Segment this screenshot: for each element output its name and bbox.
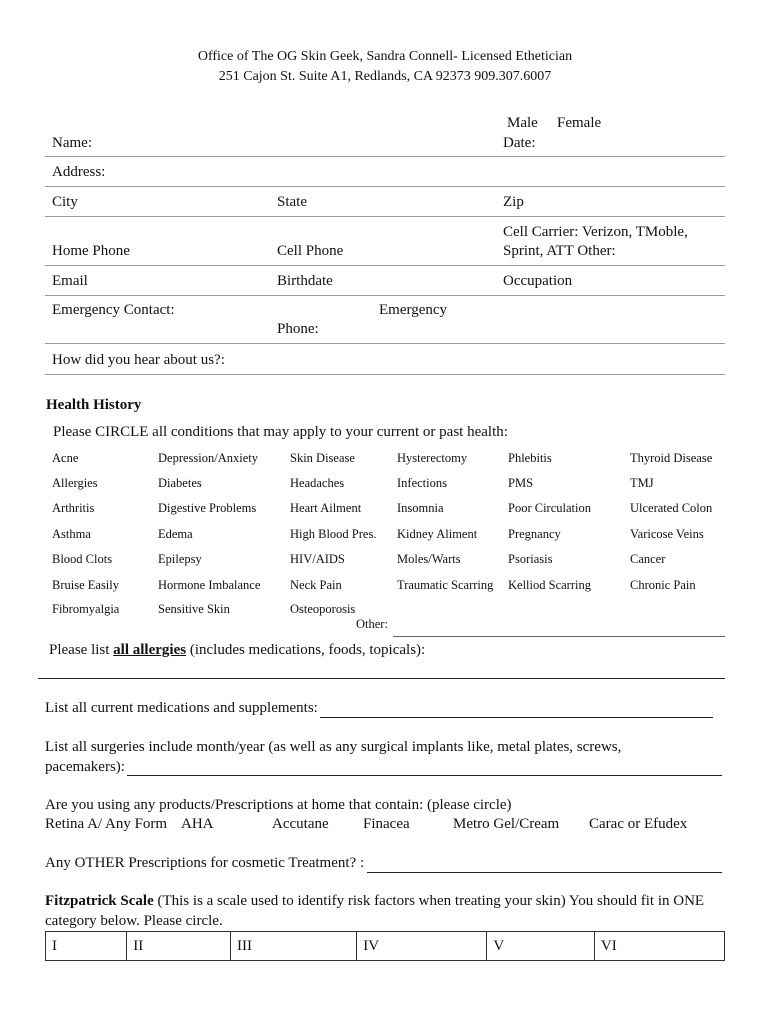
cell-carrier-label-1: Cell Carrier: Verizon, TMoble, xyxy=(503,224,688,240)
condition-option[interactable]: Hormone Imbalance xyxy=(158,578,261,592)
office-address: 251 Cajon St. Suite A1, Redlands, CA 92373 909.307.6007 xyxy=(218,69,552,84)
health-instruction: Please CIRCLE all conditions that may apply to your current or past health: xyxy=(53,424,508,440)
surgeries-line[interactable] xyxy=(127,775,722,776)
condition-option[interactable]: Osteoporosis xyxy=(290,602,356,616)
condition-option[interactable]: Kidney Aliment xyxy=(397,527,478,541)
condition-option[interactable]: Arthritis xyxy=(52,501,95,515)
male-option[interactable]: Male xyxy=(507,115,538,131)
condition-option[interactable]: Bruise Easily xyxy=(52,578,120,592)
condition-option[interactable]: Edema xyxy=(158,527,193,541)
field-divider xyxy=(45,374,725,375)
allergies-question: Please list all allergies (includes medications, foods, topicals): xyxy=(49,642,426,658)
home-phone-label: Home Phone xyxy=(52,243,130,259)
condition-option[interactable]: High Blood Pres. xyxy=(290,527,377,541)
condition-option[interactable]: Moles/Warts xyxy=(397,552,461,566)
fitzpatrick-type-6[interactable]: VI xyxy=(594,932,724,961)
condition-option[interactable]: Phlebitis xyxy=(508,451,552,465)
condition-option[interactable]: Ulcerated Colon xyxy=(630,501,713,515)
other-condition-line[interactable] xyxy=(393,636,725,637)
state-label: State xyxy=(277,194,307,210)
condition-option[interactable]: Diabetes xyxy=(158,476,202,490)
name-label: Name: xyxy=(52,135,92,151)
product-accutane[interactable]: Accutane xyxy=(272,816,329,832)
emergency-contact-label: Emergency Contact: xyxy=(52,302,175,318)
condition-option[interactable]: Skin Disease xyxy=(290,451,355,465)
condition-option[interactable]: Hysterectomy xyxy=(397,451,468,465)
occupation-label: Occupation xyxy=(503,273,573,289)
surgeries-label-1: List all surgeries include month/year (as well as any surgical implants like, metal plates, screws, xyxy=(45,739,622,755)
birthdate-label: Birthdate xyxy=(277,273,333,289)
field-divider xyxy=(45,265,725,266)
condition-option[interactable]: PMS xyxy=(508,476,534,490)
emergency-phone-label: Phone: xyxy=(277,321,319,337)
condition-option[interactable]: Asthma xyxy=(52,527,91,541)
condition-option[interactable]: Traumatic Scarring xyxy=(397,578,494,592)
condition-option[interactable]: Depression/Anxiety xyxy=(158,451,258,465)
condition-option[interactable]: Psoriasis xyxy=(508,552,553,566)
fitzpatrick-type-5[interactable]: V xyxy=(487,932,595,961)
city-label: City xyxy=(52,194,78,210)
other-rx-label: Any OTHER Prescriptions for cosmetic Treatment? : xyxy=(45,855,365,871)
fitzpatrick-type-4[interactable]: IV xyxy=(357,932,487,961)
condition-option[interactable]: Neck Pain xyxy=(290,578,342,592)
condition-option[interactable]: Heart Ailment xyxy=(290,501,362,515)
health-history-title: Health History xyxy=(46,397,142,413)
condition-option[interactable]: Sensitive Skin xyxy=(158,602,230,616)
condition-option[interactable]: Fibromyalgia xyxy=(52,602,120,616)
allergies-line[interactable] xyxy=(38,678,725,679)
fitzpatrick-type-1[interactable]: I xyxy=(46,932,127,961)
field-divider xyxy=(45,186,725,187)
medications-line[interactable] xyxy=(320,717,713,718)
condition-option[interactable]: Poor Circulation xyxy=(508,501,591,515)
products-question: Are you using any products/Prescriptions at home that contain: (please circle) xyxy=(45,797,512,813)
condition-option[interactable]: Infections xyxy=(397,476,447,490)
emergency-label: Emergency xyxy=(379,302,448,318)
condition-option[interactable]: Kelliod Scarring xyxy=(508,578,591,592)
address-label: Address: xyxy=(52,164,106,180)
condition-option[interactable]: TMJ xyxy=(630,476,654,490)
field-divider xyxy=(45,295,725,296)
female-option[interactable]: Female xyxy=(557,115,602,131)
condition-option[interactable]: Digestive Problems xyxy=(158,501,257,515)
condition-option[interactable]: Acne xyxy=(52,451,79,465)
email-label: Email xyxy=(52,273,88,289)
condition-option[interactable]: Allergies xyxy=(52,476,98,490)
medications-label: List all current medications and supplements: xyxy=(45,700,318,716)
surgeries-label-2: pacemakers): xyxy=(45,759,125,775)
field-divider xyxy=(45,156,725,157)
field-divider xyxy=(45,343,725,344)
zip-label: Zip xyxy=(503,194,524,210)
referral-label: How did you hear about us?: xyxy=(52,352,225,368)
product-metro-gel[interactable]: Metro Gel/Cream xyxy=(453,816,560,832)
other-condition-label: Other: xyxy=(356,617,388,631)
other-rx-line[interactable] xyxy=(367,872,722,873)
office-name: Office of The OG Skin Geek, Sandra Connell- Licensed Ethetician xyxy=(197,49,573,64)
product-finacea[interactable]: Finacea xyxy=(363,816,410,832)
product-retina-a[interactable]: Retina A/ Any Form xyxy=(45,816,168,832)
condition-option[interactable]: Blood Clots xyxy=(52,552,113,566)
fitzpatrick-type-3[interactable]: III xyxy=(230,932,356,961)
fitzpatrick-table xyxy=(45,931,725,961)
condition-option[interactable]: Headaches xyxy=(290,476,345,490)
product-aha[interactable]: AHA xyxy=(181,816,214,832)
condition-option[interactable]: Insomnia xyxy=(397,501,444,515)
cell-phone-label: Cell Phone xyxy=(277,243,344,259)
condition-option[interactable]: HIV/AIDS xyxy=(290,552,345,566)
field-divider xyxy=(45,216,725,217)
condition-option[interactable]: Varicose Veins xyxy=(630,527,704,541)
date-label: Date: xyxy=(503,135,536,151)
fitzpatrick-type-2[interactable]: II xyxy=(127,932,231,961)
condition-option[interactable]: Thyroid Disease xyxy=(630,451,713,465)
condition-option[interactable]: Cancer xyxy=(630,552,666,566)
product-carac[interactable]: Carac or Efudex xyxy=(589,816,688,832)
fitzpatrick-description: Fitzpatrick Scale (This is a scale used to identify risk factors when treating your skin) You should fit in ONE xyxy=(45,893,705,909)
condition-option[interactable]: Chronic Pain xyxy=(630,578,696,592)
cell-carrier-label-2: Sprint, ATT Other: xyxy=(503,243,616,259)
fitzpatrick-description-2: category below. Please circle. xyxy=(45,913,223,929)
condition-option[interactable]: Epilepsy xyxy=(158,552,202,566)
condition-option[interactable]: Pregnancy xyxy=(508,527,561,541)
